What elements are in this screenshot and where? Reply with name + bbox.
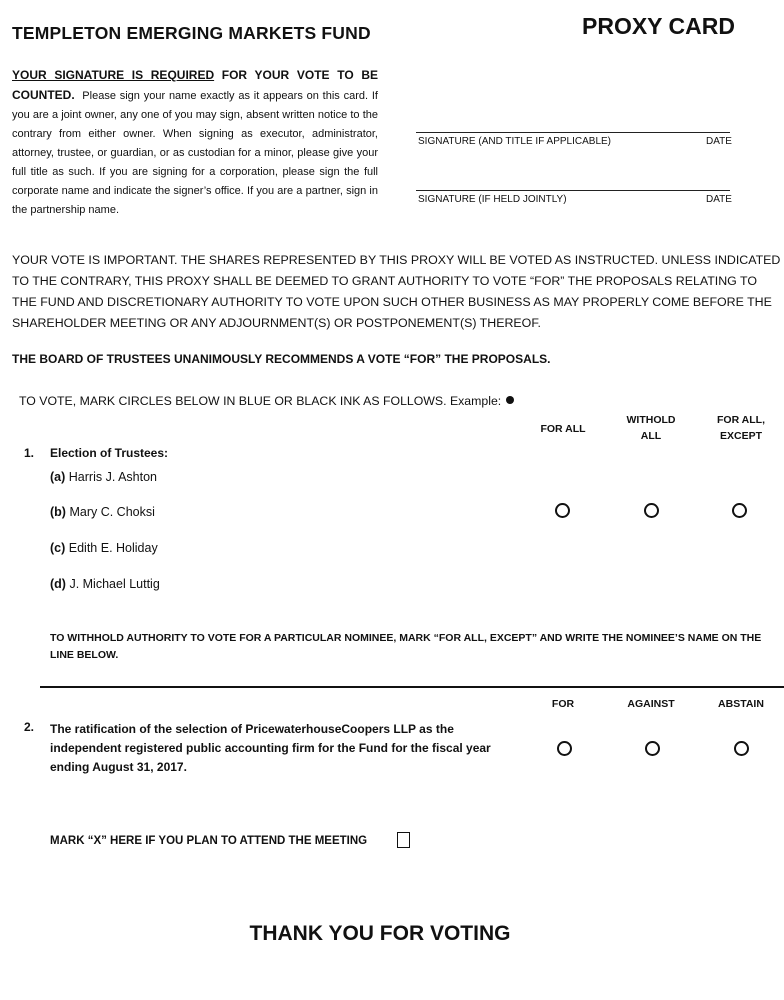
column-except-line1: FOR ALL, xyxy=(716,414,766,426)
nominee-d xyxy=(50,577,160,591)
column-against xyxy=(614,696,688,712)
for-circle[interactable] xyxy=(557,741,572,756)
column-for-all-label: FOR ALL xyxy=(540,423,586,435)
joint-signature-line[interactable] xyxy=(416,190,730,191)
signature-instructions-body: Please sign your name exactly as it appears on this card. If you are a joint owner, any one of you may sign, absent written notice to the contrary from either owner. When signing as executor, administrator, attorney, trustee, or guardian, or as custodian for a minor, please give your full title as such. If you are signing for a corporation, please sign the full corporate name and indicate the signer’s office. If you are a partner, sign in the partnership name. xyxy=(12,90,378,216)
column-withhold-line1: WITHOLD xyxy=(626,414,676,426)
nominee-name: Mary C. Choksi xyxy=(69,505,155,519)
column-against-label: AGAINST xyxy=(627,698,675,710)
signature-required-text: YOUR SIGNATURE IS REQUIRED xyxy=(12,68,215,82)
for-all-circle[interactable] xyxy=(555,503,570,518)
attend-meeting-label: MARK “X” HERE IF YOU PLAN TO ATTEND THE MEETING xyxy=(50,835,368,847)
nominee-b xyxy=(50,505,155,519)
joint-signature-date-label: DATE xyxy=(706,194,732,205)
example-filled-circle-icon xyxy=(506,396,514,404)
column-for-all-except xyxy=(704,412,778,444)
signature-instructions xyxy=(12,66,378,220)
proxy-card-title: PROXY CARD xyxy=(582,13,735,39)
attend-meeting-checkbox[interactable] xyxy=(397,832,410,848)
against-circle[interactable] xyxy=(645,741,660,756)
signature-date-label: DATE xyxy=(706,136,732,147)
joint-signature-label: SIGNATURE (IF HELD JOINTLY) xyxy=(418,194,567,205)
for-all-except-circle[interactable] xyxy=(732,503,747,518)
withhold-note: TO WITHHOLD AUTHORITY TO VOTE FOR A PARTICULAR NOMINEE, MARK “FOR ALL, EXCEPT” AND WRITE THE NOMINEE’S NAME ON THE LINE BELOW. xyxy=(50,632,762,661)
board-recommendation: THE BOARD OF TRUSTEES UNANIMOUSLY RECOMMENDS A VOTE “FOR” THE PROPOSALS. xyxy=(12,352,551,366)
proposal2-text: The ratification of the selection of PricewaterhouseCoopers LLP as the independent registered public accounting firm for the Fund for the fiscal year ending August 31, 2017. xyxy=(50,722,491,774)
proposal1-number: 1. xyxy=(24,446,35,460)
column-except-line2: EXCEPT xyxy=(719,430,762,442)
abstain-circle[interactable] xyxy=(734,741,749,756)
nominee-exception-line[interactable] xyxy=(40,686,784,688)
nominee-name: Edith E. Holiday xyxy=(68,541,158,555)
signature-line[interactable] xyxy=(416,132,730,133)
signature-required-suffix: FOR YOUR VOTE TO BE COUNTED. xyxy=(12,68,378,102)
fund-name: TEMPLETON EMERGING MARKETS FUND xyxy=(12,23,371,43)
column-for-label: FOR xyxy=(551,698,575,710)
nominee-c xyxy=(50,541,158,555)
column-abstain xyxy=(704,696,778,712)
nominee-letter: (a) xyxy=(50,470,66,484)
vote-instruction-text: TO VOTE, MARK CIRCLES BELOW IN BLUE OR BLACK INK AS FOLLOWS. Example: xyxy=(19,394,502,408)
nominee-letter: (c) xyxy=(50,541,66,555)
proposal1-title: Election of Trustees: xyxy=(50,446,169,460)
nominee-name: Harris J. Ashton xyxy=(68,470,157,484)
nominee-letter: (b) xyxy=(50,505,66,519)
proposal2-number: 2. xyxy=(24,720,35,734)
withhold-all-circle[interactable] xyxy=(644,503,659,518)
vote-instruction xyxy=(19,394,514,408)
column-abstain-label: ABSTAIN xyxy=(718,698,764,710)
nominee-name: J. Michael Luttig xyxy=(69,577,160,591)
column-for xyxy=(530,696,596,712)
nominee-letter: (d) xyxy=(50,577,66,591)
column-withhold-line2: ALL xyxy=(640,430,662,442)
signature-label: SIGNATURE (AND TITLE IF APPLICABLE) xyxy=(418,136,612,147)
column-withhold-all xyxy=(618,412,684,444)
nominee-a xyxy=(50,470,157,484)
thank-you-footer: THANK YOU FOR VOTING xyxy=(249,922,511,945)
vote-important-paragraph: YOUR VOTE IS IMPORTANT. THE SHARES REPRESENTED BY THIS PROXY WILL BE VOTED AS INSTRUCTED. UNLESS INDICATED TO THE CONTRARY, THIS PROXY SHALL BE DEEMED TO GRANT AUTHORITY TO VOTE “FOR” THE PROPOSALS RELATING TO THE FUND AND DISCRETIONARY AUTHORITY TO VOTE UPON SUCH OTHER BUSINESS AS MAY PROPERLY COME BEFORE THE SHAREHOLDER MEETING OR ANY ADJOURNMENT(S) OR POSTPONEMENT(S) THEREOF. xyxy=(12,253,781,330)
column-for-all xyxy=(530,421,596,437)
